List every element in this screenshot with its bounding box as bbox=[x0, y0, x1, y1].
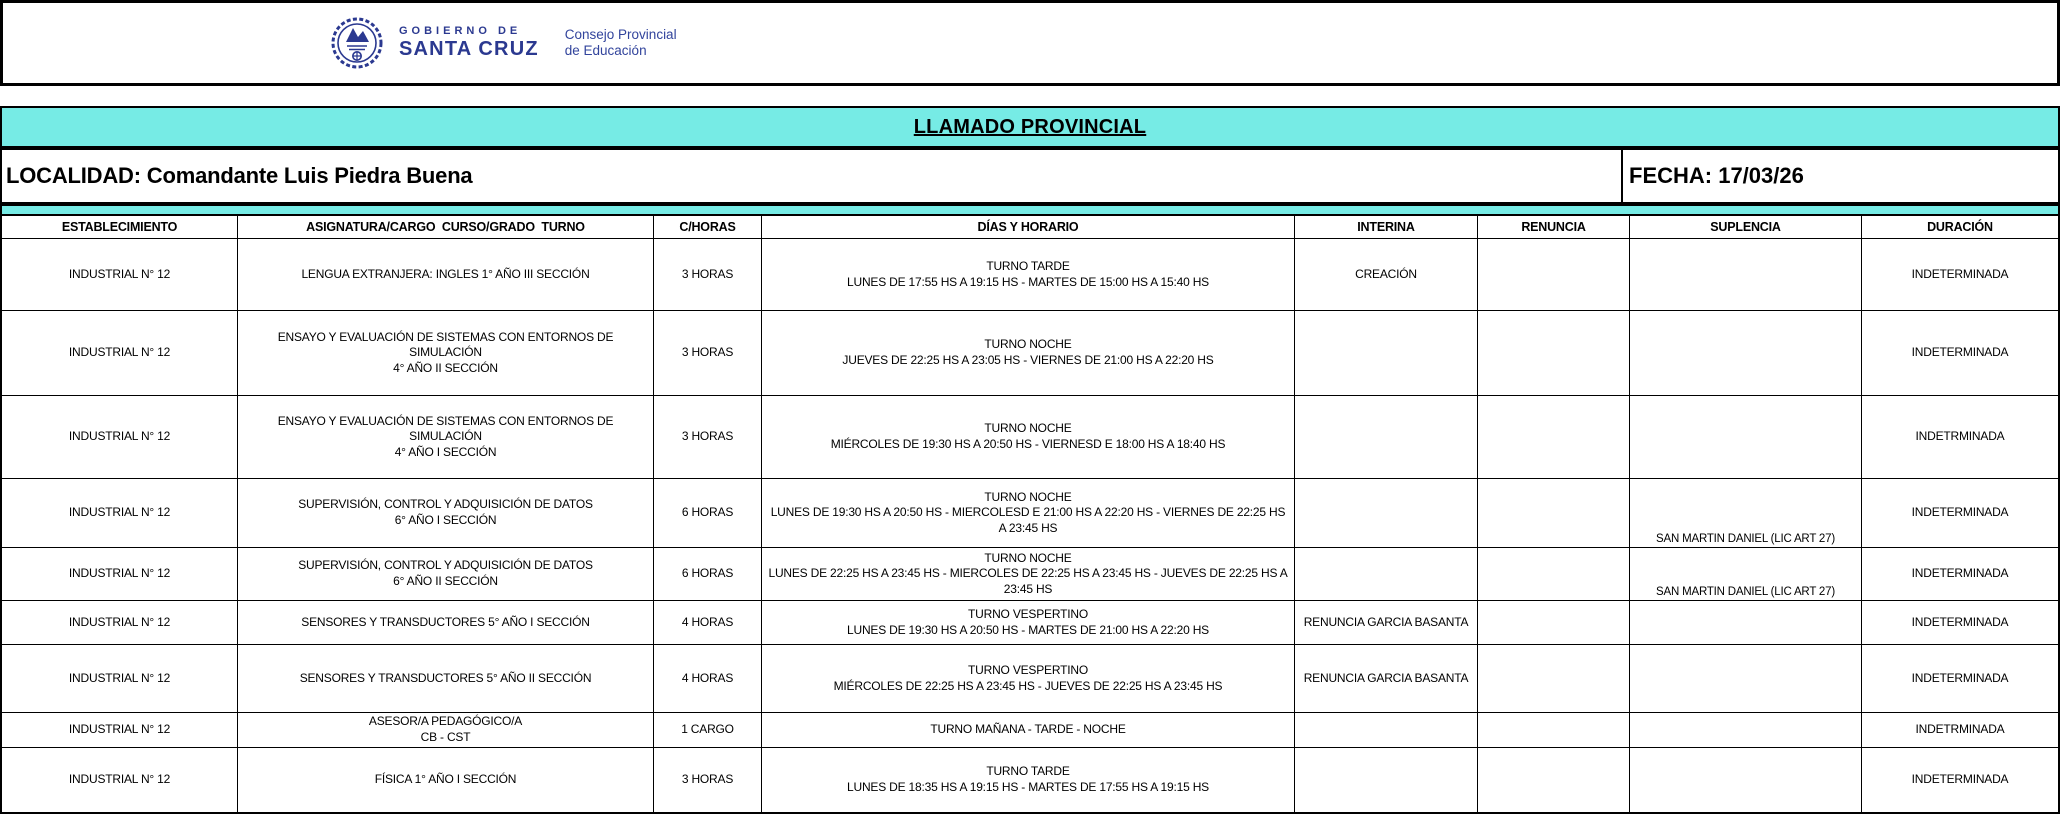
cell-interina: CREACIÓN bbox=[1295, 239, 1478, 310]
header-asignatura: ASIGNATURA/CARGO CURSO/GRADO TURNO bbox=[238, 216, 654, 238]
consejo-wordmark bbox=[565, 27, 677, 59]
table-row bbox=[2, 479, 2058, 548]
header-dias: DÍAS Y HORARIO bbox=[762, 216, 1295, 238]
cell-suplencia bbox=[1630, 239, 1862, 310]
cell-choras: 4 HORAS bbox=[654, 601, 762, 644]
cell-line: LUNES DE 18:35 HS A 19:15 HS - MARTES DE 17:55 HS A 19:15 HS bbox=[847, 780, 1209, 794]
cell-line: ENSAYO Y EVALUACIÓN DE SISTEMAS CON ENTORNOS DE SIMULACIÓN bbox=[277, 329, 614, 360]
cell-establecimiento: INDUSTRIAL N° 12 bbox=[2, 748, 238, 812]
cell-choras: 3 HORAS bbox=[654, 748, 762, 812]
cell-duracion: INDETERMINADA bbox=[1911, 670, 2009, 685]
cell-establecimiento: INDUSTRIAL N° 12 bbox=[2, 479, 238, 547]
cell-line: SENSORES Y TRANSDUCTORES 5° AÑO II SECCIÓN bbox=[299, 670, 592, 685]
page-title: LLAMADO PROVINCIAL bbox=[913, 115, 1147, 138]
spacer bbox=[0, 86, 2060, 106]
cell-line: LUNES DE 17:55 HS A 19:15 HS - MARTES DE 15:00 HS A 15:40 HS bbox=[847, 274, 1209, 289]
localidad-label: LOCALIDAD: Comandante Luis Piedra Buena bbox=[6, 163, 473, 188]
cell-choras: 6 HORAS bbox=[654, 479, 762, 547]
cell-line: SENSORES Y TRANSDUCTORES 5° AÑO I SECCIÓN bbox=[301, 614, 590, 629]
cell-line: 4° AÑO I SECCIÓN bbox=[394, 444, 497, 459]
cell-establecimiento: INDUSTRIAL N° 12 bbox=[2, 713, 238, 747]
cell-suplencia bbox=[1630, 311, 1862, 395]
cell-dias bbox=[762, 396, 1295, 478]
cell-renuncia bbox=[1478, 396, 1630, 478]
cell-duracion: INDETERMINADA bbox=[1911, 345, 2009, 360]
santa-cruz-label: SANTA CRUZ bbox=[399, 38, 539, 60]
cell-line: FÍSICA 1° AÑO I SECCIÓN bbox=[374, 772, 517, 787]
cell-asignatura bbox=[238, 396, 654, 478]
cell-interina: RENUNCIA GARCIA BASANTA bbox=[1295, 601, 1478, 644]
separator-strip bbox=[0, 204, 2060, 216]
cell-establecimiento: INDUSTRIAL N° 12 bbox=[2, 239, 238, 310]
header-choras: C/HORAS bbox=[654, 216, 762, 238]
cell-line: SUPERVISIÓN, CONTROL Y ADQUISICIÓN DE DATOS bbox=[298, 497, 593, 512]
cell-interina bbox=[1295, 548, 1478, 600]
cell-asignatura bbox=[238, 713, 654, 747]
cell-duracion: INDETERMINADA bbox=[1911, 266, 2009, 281]
cell-choras: 3 HORAS bbox=[654, 239, 762, 310]
cell-duracion: INDETERMINADA bbox=[1911, 505, 2009, 520]
cell-renuncia bbox=[1478, 645, 1630, 712]
table-row bbox=[2, 645, 2058, 713]
cell-line: CB - CST bbox=[420, 730, 471, 744]
cell-interina bbox=[1295, 479, 1478, 547]
positions-table bbox=[0, 216, 2060, 814]
localidad-cell bbox=[2, 150, 1623, 202]
cell-suplencia bbox=[1630, 396, 1862, 478]
cell-establecimiento: INDUSTRIAL N° 12 bbox=[2, 396, 238, 478]
cell-line: LUNES DE 19:30 HS A 20:50 HS - MIERCOLESD E 21:00 HS A 22:20 HS - VIERNES DE 22:25 HS A 23:45 HS bbox=[770, 505, 1286, 535]
cell-suplencia bbox=[1630, 713, 1862, 747]
table-header-row bbox=[2, 216, 2058, 239]
cell-dias bbox=[762, 311, 1295, 395]
consejo-label-line1: Consejo Provincial bbox=[564, 26, 677, 42]
header-establecimiento: ESTABLECIMIENTO bbox=[2, 216, 238, 238]
table-row bbox=[2, 548, 2058, 601]
santa-cruz-seal-icon bbox=[331, 14, 383, 72]
cell-renuncia bbox=[1478, 311, 1630, 395]
cell-suplencia bbox=[1630, 601, 1862, 644]
table-row bbox=[2, 748, 2058, 812]
cell-suplencia bbox=[1630, 748, 1862, 812]
cell-suplencia: SAN MARTIN DANIEL (LIC ART 27) bbox=[1630, 479, 1862, 547]
cell-line: 6° AÑO I SECCIÓN bbox=[394, 513, 497, 527]
cell-asignatura bbox=[238, 548, 654, 600]
cell-interina bbox=[1295, 748, 1478, 812]
gobierno-wordmark bbox=[399, 25, 539, 61]
cell-renuncia bbox=[1478, 239, 1630, 310]
cell-interina bbox=[1295, 311, 1478, 395]
cell-line: MIÉRCOLES DE 19:30 HS A 20:50 HS - VIERNESD E 18:00 HS A 18:40 HS bbox=[830, 437, 1226, 451]
cell-establecimiento: INDUSTRIAL N° 12 bbox=[2, 548, 238, 600]
cell-asignatura bbox=[238, 601, 654, 644]
cell-duracion: INDETERMINADA bbox=[1911, 614, 2009, 629]
header-duracion: DURACIÓN bbox=[1927, 220, 1993, 234]
table-body bbox=[2, 239, 2058, 812]
table-row bbox=[2, 239, 2058, 311]
table-row bbox=[2, 311, 2058, 396]
cell-line: TURNO TARDE bbox=[986, 764, 1070, 779]
cell-line: ENSAYO Y EVALUACIÓN DE SISTEMAS CON ENTORNOS DE SIMULACIÓN bbox=[277, 413, 614, 444]
cell-line: TURNO VESPERTINO bbox=[968, 662, 1088, 677]
cell-dias bbox=[762, 748, 1295, 812]
cell-line: TURNO NOCHE bbox=[984, 550, 1072, 565]
cell-asignatura bbox=[238, 239, 654, 310]
table-row bbox=[2, 601, 2058, 645]
cell-line: ASESOR/A PEDAGÓGICO/A bbox=[368, 714, 523, 729]
cell-dias bbox=[762, 548, 1295, 600]
cell-choras: 3 HORAS bbox=[654, 396, 762, 478]
cell-line: TURNO VESPERTINO bbox=[968, 606, 1088, 621]
cell-line: TURNO NOCHE bbox=[984, 489, 1072, 504]
consejo-label-line2: de Educación bbox=[564, 43, 647, 58]
cell-dias bbox=[762, 479, 1295, 547]
cell-dias bbox=[762, 645, 1295, 712]
cell-line: TURNO TARDE bbox=[986, 258, 1070, 273]
cell-line: 4° AÑO II SECCIÓN bbox=[393, 360, 498, 375]
cell-renuncia bbox=[1478, 548, 1630, 600]
cell-asignatura bbox=[238, 479, 654, 547]
cell-renuncia bbox=[1478, 479, 1630, 547]
cell-line: LUNES DE 19:30 HS A 20:50 HS - MARTES DE 21:00 HS A 22:20 HS bbox=[847, 622, 1209, 637]
cell-line: MIÉRCOLES DE 22:25 HS A 23:45 HS - JUEVES DE 22:25 HS A 23:45 HS bbox=[833, 678, 1223, 693]
cell-renuncia bbox=[1478, 601, 1630, 644]
cell-choras: 4 HORAS bbox=[654, 645, 762, 712]
cell-line: LENGUA EXTRANJERA: INGLES 1° AÑO III SECCIÓN bbox=[301, 266, 590, 281]
cell-renuncia bbox=[1478, 713, 1630, 747]
cell-duracion: INDETERMINADA bbox=[1911, 566, 2009, 581]
cell-duracion: INDETRMINADA bbox=[1915, 722, 2005, 737]
cell-duracion: INDETERMINADA bbox=[1911, 772, 2009, 787]
table-row bbox=[2, 713, 2058, 748]
cell-dias bbox=[762, 601, 1295, 644]
cell-choras: 3 HORAS bbox=[654, 311, 762, 395]
logo-row bbox=[331, 14, 677, 72]
cell-line: 6° AÑO II SECCIÓN bbox=[393, 574, 498, 588]
cell-renuncia bbox=[1478, 748, 1630, 812]
cell-dias bbox=[762, 713, 1295, 747]
cell-asignatura bbox=[238, 748, 654, 812]
cell-suplencia: SAN MARTIN DANIEL (LIC ART 27) bbox=[1630, 548, 1862, 600]
localidad-fecha-row bbox=[0, 148, 2060, 204]
header-suplencia: SUPLENCIA bbox=[1630, 216, 1862, 238]
table-row bbox=[2, 396, 2058, 479]
cell-duracion: INDETRMINADA bbox=[1915, 429, 2005, 444]
cell-interina: RENUNCIA GARCIA BASANTA bbox=[1295, 645, 1478, 712]
cell-asignatura bbox=[238, 645, 654, 712]
cell-establecimiento: INDUSTRIAL N° 12 bbox=[2, 601, 238, 644]
title-bar bbox=[0, 106, 2060, 148]
header-logo-box bbox=[0, 0, 2060, 86]
cell-asignatura bbox=[238, 311, 654, 395]
cell-line: TURNO NOCHE bbox=[984, 421, 1072, 436]
cell-line: LUNES DE 22:25 HS A 23:45 HS - MIERCOLES DE 22:25 HS A 23:45 HS - JUEVES DE 22:25 HS A 23:45 HS bbox=[768, 566, 1288, 596]
fecha-cell bbox=[1623, 150, 2058, 202]
cell-line: JUEVES DE 22:25 HS A 23:05 HS - VIERNES DE 21:00 HS A 22:20 HS bbox=[842, 353, 1214, 367]
cell-establecimiento: INDUSTRIAL N° 12 bbox=[2, 311, 238, 395]
cell-choras: 1 CARGO bbox=[654, 713, 762, 747]
fecha-label: FECHA: 17/03/26 bbox=[1629, 163, 1804, 188]
cell-choras: 6 HORAS bbox=[654, 548, 762, 600]
cell-establecimiento: INDUSTRIAL N° 12 bbox=[2, 645, 238, 712]
cell-interina bbox=[1295, 396, 1478, 478]
cell-dias bbox=[762, 239, 1295, 310]
header-interina: INTERINA bbox=[1295, 216, 1478, 238]
cell-suplencia bbox=[1630, 645, 1862, 712]
cell-line: SUPERVISIÓN, CONTROL Y ADQUISICIÓN DE DATOS bbox=[298, 558, 593, 573]
cell-line: TURNO MAÑANA - TARDE - NOCHE bbox=[930, 722, 1126, 737]
cell-interina bbox=[1295, 713, 1478, 747]
cell-line: TURNO NOCHE bbox=[984, 337, 1072, 352]
header-renuncia: RENUNCIA bbox=[1478, 216, 1630, 238]
gobierno-de-label: GOBIERNO DE bbox=[399, 25, 522, 37]
